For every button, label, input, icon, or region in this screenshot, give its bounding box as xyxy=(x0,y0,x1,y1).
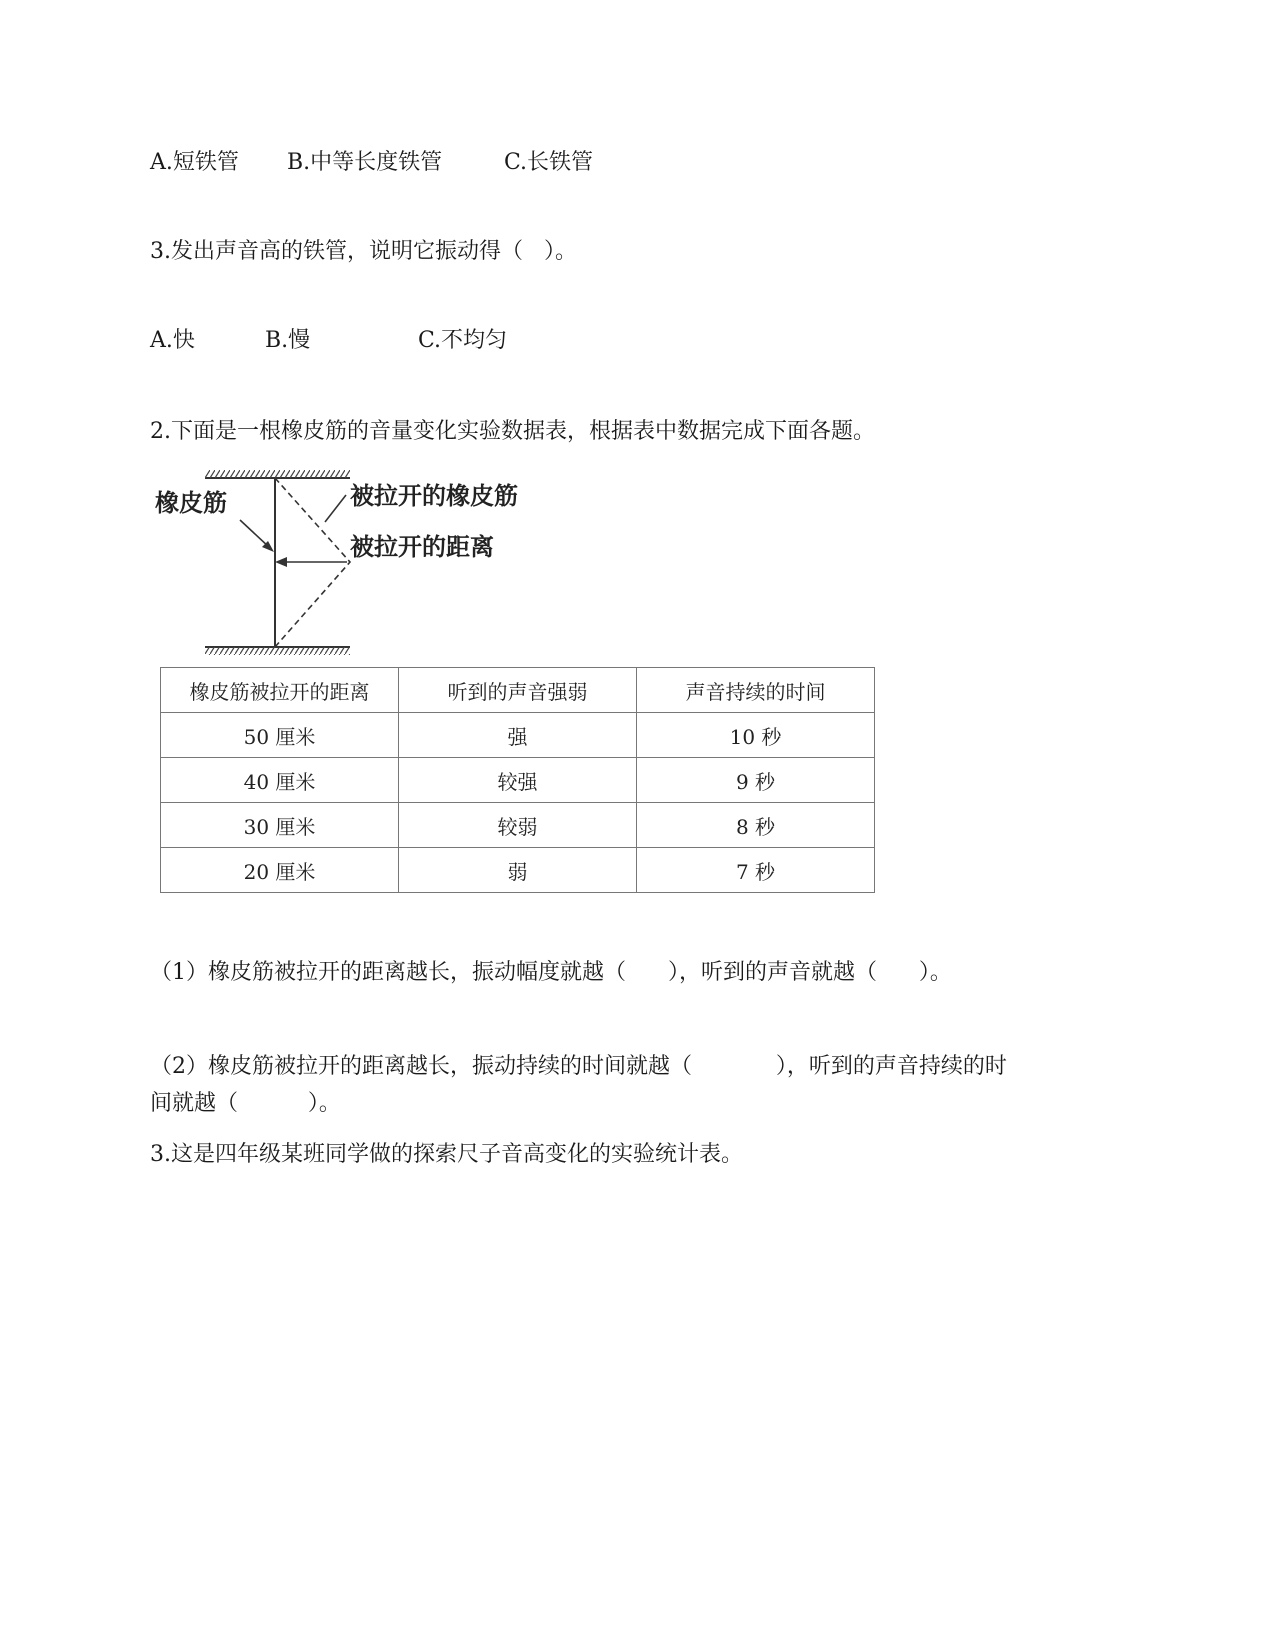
label-stretched-band: 被拉开的橡皮筋 xyxy=(350,482,518,510)
table-cell: 20 厘米 xyxy=(161,848,399,893)
question-2-stem: 2.下面是一根橡皮筋的音量变化实验数据表，根据表中数据完成下面各题。 xyxy=(150,419,875,444)
table-row xyxy=(161,803,875,848)
option-b: B.中等长度铁管 xyxy=(287,150,443,175)
label-rubber-band: 橡皮筋 xyxy=(155,489,227,517)
option-b: B.慢 xyxy=(265,328,311,353)
option-a: A.快 xyxy=(150,328,195,353)
table-cell: 40 厘米 xyxy=(161,758,399,803)
table-cell: 弱 xyxy=(399,848,637,893)
table-header: 声音持续的时间 xyxy=(637,668,875,713)
table-row xyxy=(161,713,875,758)
table-cell: 8 秒 xyxy=(637,803,875,848)
table-cell: 7 秒 xyxy=(637,848,875,893)
table-cell: 9 秒 xyxy=(637,758,875,803)
table-header-row xyxy=(161,668,875,713)
table-cell: 强 xyxy=(399,713,637,758)
option-c: C.长铁管 xyxy=(504,150,594,175)
table-header: 橡皮筋被拉开的距离 xyxy=(161,668,399,713)
table-cell: 较弱 xyxy=(399,803,637,848)
table-header: 听到的声音强弱 xyxy=(399,668,637,713)
table-cell: 50 厘米 xyxy=(161,713,399,758)
sub-question-2-line-1: （2）橡皮筋被拉开的距离越长，振动持续的时间就越（ ），听到的声音持续的时 xyxy=(150,1054,1007,1079)
table-row xyxy=(161,758,875,803)
question-3-stem: 3.发出声音高的铁管，说明它振动得（ ）。 xyxy=(150,239,577,264)
table-row xyxy=(161,848,875,893)
option-a: A.短铁管 xyxy=(150,150,239,175)
table-cell: 30 厘米 xyxy=(161,803,399,848)
experiment-data-table xyxy=(160,667,875,893)
label-stretch-distance: 被拉开的距离 xyxy=(350,533,494,561)
table-cell: 较强 xyxy=(399,758,637,803)
table-cell: 10 秒 xyxy=(637,713,875,758)
option-c: C.不均匀 xyxy=(418,328,508,353)
sub-question-2-line-2: 间就越（ ）。 xyxy=(150,1091,341,1116)
sub-question-1: （1）橡皮筋被拉开的距离越长，振动幅度就越（ ），听到的声音就越（ ）。 xyxy=(150,960,952,985)
question-3-ruler-stem: 3.这是四年级某班同学做的探索尺子音高变化的实验统计表。 xyxy=(150,1142,743,1167)
rubber-band-diagram xyxy=(150,470,570,660)
